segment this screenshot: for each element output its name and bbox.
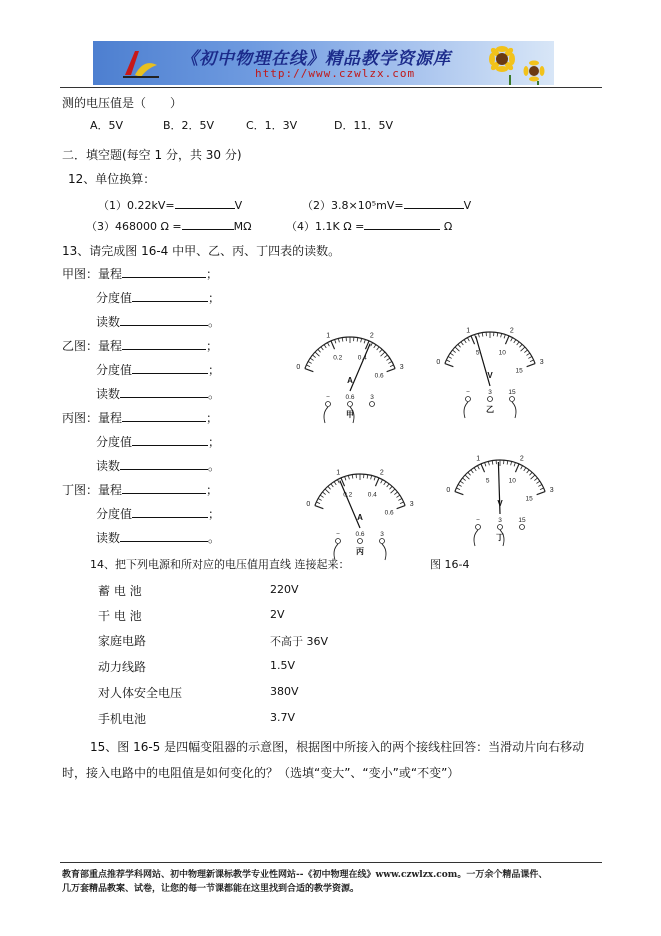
q12-item-1: [98, 197, 242, 213]
dial-minor-label: 15: [525, 495, 533, 503]
dial-name-label: 乙: [486, 405, 494, 414]
dial-tick: [386, 358, 389, 360]
dial-tick: [467, 338, 469, 342]
answer-blank: [120, 314, 208, 326]
dial-tick: [465, 475, 469, 479]
dial-tick: [323, 492, 326, 494]
dial-tick: [375, 478, 379, 486]
answer-blank: [404, 197, 464, 209]
q12-item-3: [86, 218, 252, 234]
punct: 。: [208, 459, 221, 473]
dial-tick: [398, 498, 401, 500]
dial-tick: [315, 352, 319, 356]
answer-blank: [132, 290, 208, 302]
terminal-post: [336, 539, 341, 544]
terminal-label: 15: [518, 517, 526, 524]
dial-major-label: 0: [296, 364, 301, 372]
dial-minor-label: 0.6: [384, 509, 394, 517]
terminal-label: 0.6: [355, 531, 365, 538]
dial-tick: [357, 338, 358, 342]
dial-tick: [374, 345, 376, 348]
voltage-value-item: 不高于 36V: [270, 635, 329, 648]
q12-item-4: [286, 218, 452, 234]
dial-tick: [485, 463, 486, 467]
q12-item-4-unit: Ω: [443, 220, 453, 233]
dial-name-label: 丁: [496, 533, 504, 542]
dial-major-label: 1: [326, 332, 331, 340]
footer-rule: [60, 862, 602, 863]
dial-tick: [364, 340, 365, 344]
section-heading: 二．填空题(每空 1 分，共 30 分): [62, 148, 242, 162]
meter-row-yi-2: [96, 361, 220, 378]
dial-tick: [320, 495, 323, 497]
dial-tick: [342, 338, 343, 342]
power-source-item: 手机电池: [98, 712, 147, 726]
reading-label: 读数: [96, 387, 121, 401]
dial-tick: [337, 480, 339, 484]
dial-tick: [313, 355, 316, 357]
lead-wire: [474, 530, 478, 546]
terminal-post: [348, 402, 353, 407]
terminal-post: [358, 539, 363, 544]
q12-item-1-unit: V: [234, 199, 243, 212]
dial-tick: [374, 477, 375, 481]
dial-tick: [514, 340, 516, 343]
dial-tick: [524, 350, 527, 352]
dial-tick: [387, 369, 395, 372]
dial-tick: [331, 341, 335, 349]
q12-item-2: [302, 197, 471, 213]
dial-major-label: 2: [509, 327, 514, 335]
division-label: 分度值: [96, 291, 133, 305]
answer-blank: [122, 482, 206, 494]
dial-tick: [528, 356, 531, 358]
dial-tick: [450, 353, 453, 355]
dial-tick: [501, 333, 502, 337]
meter-row-ding-3: [96, 529, 220, 546]
dial-tick: [327, 343, 329, 347]
question-stem: 测的电压值是（ ）: [62, 96, 183, 110]
terminal-post: [476, 525, 481, 530]
figure-caption: 图 16-4: [430, 558, 470, 571]
dial-tick: [308, 361, 311, 363]
dial-tick: [389, 486, 392, 489]
dial-tick: [325, 489, 329, 493]
dial-tick: [361, 338, 362, 342]
dial-tick: [446, 360, 450, 362]
dial-minor-label: 0.6: [374, 372, 384, 380]
terminal-post: [510, 397, 515, 402]
meter-row-bing-3: [96, 457, 220, 474]
terminal-label: −: [336, 531, 340, 538]
dial-tick: [379, 349, 382, 352]
dial-tick: [315, 506, 323, 509]
dial-tick: [511, 461, 512, 465]
dial-tick: [348, 475, 349, 479]
meter-row-jia: [62, 265, 218, 282]
reading-label: 读数: [96, 315, 121, 329]
division-label: 分度值: [96, 507, 133, 521]
terminal-label: 3: [488, 389, 492, 396]
dial-tick: [334, 482, 336, 485]
dial-tick: [519, 344, 522, 347]
q15-line-1: 15、图 16-5 是四幅变阻器的示意图，根据图中所接入的两个接线柱回答：当滑动片向右移动: [90, 740, 585, 754]
lead-wire: [324, 407, 328, 423]
reading-label: 读数: [96, 459, 121, 473]
dial-tick: [511, 338, 513, 342]
dial-tick: [345, 477, 346, 481]
header-banner: [93, 41, 554, 85]
dial-tick: [384, 355, 387, 357]
dial-tick: [390, 365, 394, 367]
punct: ；: [206, 339, 219, 353]
terminal-post: [370, 402, 375, 407]
dial-minor-label: 0.2: [333, 354, 343, 362]
answer-blank: [132, 434, 208, 446]
dial-tick: [445, 364, 453, 367]
punct: 。: [208, 315, 221, 329]
meter-row-ding-2: [96, 505, 220, 522]
dial-unit-label: V: [487, 371, 493, 380]
terminal-post: [326, 402, 331, 407]
terminal-label: 3: [370, 394, 374, 401]
dial-tick: [371, 343, 373, 347]
banner-url: http://www.czwlzx.com: [255, 67, 416, 80]
dial-tick: [474, 468, 476, 471]
q14-label: 14、把下列电源和所对应的电压值用直线 连接起来：: [90, 558, 350, 571]
voltage-value-item: 3.7V: [270, 711, 296, 724]
meter-name: 丙图：: [62, 411, 99, 425]
dial-tick: [321, 347, 323, 350]
dial-tick: [371, 475, 372, 479]
dial-tick: [505, 336, 509, 344]
dial-tick: [524, 468, 526, 471]
dial-tick: [458, 484, 461, 486]
dial-tick: [521, 466, 523, 470]
meter-row-jia-3: [96, 313, 220, 330]
punct: ；: [206, 267, 219, 281]
q12-item-2-prefix: （2）3.8×10⁵mV=: [302, 199, 404, 212]
dial-tick: [400, 502, 404, 504]
footer-line-1: 教育部重点推荐学科网站、初中物理新课标教学专业性网站--《初中物理在线》www.czwlzx.com。一万余个精品课件、: [62, 870, 548, 880]
lead-wire: [512, 402, 516, 418]
option-c: C．1．3V: [246, 119, 298, 132]
dial-tick: [331, 484, 333, 487]
option-a: A．5V: [90, 119, 124, 132]
dial-tick: [324, 345, 326, 348]
answer-blank: [122, 338, 206, 350]
q12-item-3-prefix: （3）468000 Ω =: [86, 220, 182, 233]
dial-tick: [468, 472, 471, 475]
dial-tick: [507, 461, 508, 465]
dial-tick: [534, 478, 537, 480]
dial-tick: [316, 502, 320, 504]
dial-tick: [521, 347, 525, 351]
dial-name-label: 丙: [356, 547, 364, 556]
answer-blank: [122, 410, 206, 422]
terminal-post: [520, 525, 525, 530]
dial-needle: [350, 344, 370, 391]
answer-blank: [120, 458, 208, 470]
range-label: 量程: [98, 411, 123, 425]
dial-major-label: 0: [436, 359, 441, 367]
dial-major-label: 2: [519, 455, 524, 463]
terminal-post: [488, 397, 493, 402]
dial-tick: [394, 492, 397, 494]
q12-item-4-prefix: （4）1.1K Ω =: [286, 220, 365, 233]
meter-row-yi: [62, 337, 218, 354]
dial-tick: [471, 470, 473, 473]
dial-tick: [464, 340, 466, 343]
terminal-label: 3: [380, 531, 384, 538]
lead-wire: [464, 402, 468, 418]
dial-minor-label: 0.2: [343, 491, 353, 499]
dial-tick: [305, 369, 313, 372]
dial-tick: [471, 336, 475, 344]
q12-item-2-unit: V: [463, 199, 472, 212]
terminal-post: [466, 397, 471, 402]
dial-tick: [461, 342, 463, 345]
range-label: 量程: [98, 339, 123, 353]
dial-tick: [488, 461, 489, 465]
dial-tick: [527, 364, 535, 367]
terminal-label: 3: [498, 517, 502, 524]
dial-minor-label: 0.4: [357, 354, 367, 362]
meter-row-bing-2: [96, 433, 220, 450]
dial-unit-label: V: [497, 499, 503, 508]
dial-tick: [310, 358, 313, 360]
meter-name: 乙图：: [62, 339, 99, 353]
meter-name: 丁图：: [62, 483, 99, 497]
voltage-value-item: 2V: [270, 608, 285, 621]
meter-row-jia-2: [96, 289, 220, 306]
terminal-post: [380, 539, 385, 544]
dial-major-label: 3: [399, 364, 404, 372]
terminal-label: 0.6: [345, 394, 355, 401]
lead-wire: [382, 544, 386, 560]
dial-tick: [514, 463, 515, 467]
answer-blank: [132, 506, 208, 518]
dial-tick: [531, 475, 535, 479]
dial-major-label: 0: [446, 487, 451, 495]
dial-tick: [478, 333, 479, 337]
dial-tick: [458, 344, 461, 347]
dial-tick: [397, 506, 405, 509]
dial-tick: [377, 347, 379, 350]
banner-title: 《初中物理在线》精品教学资源库: [181, 49, 451, 69]
power-source-item: 动力线路: [98, 660, 147, 674]
dial-tick: [536, 481, 539, 483]
dial-name-label: 甲: [346, 410, 354, 419]
dial-tick: [497, 333, 498, 337]
sunflower-image: [480, 41, 550, 85]
division-label: 分度值: [96, 435, 133, 449]
dial-tick: [448, 356, 451, 358]
dial-minor-label: 15: [515, 367, 523, 375]
dial-minor-label: 5: [485, 477, 490, 485]
voltage-value-item: 220V: [270, 583, 299, 596]
dial-tick: [540, 488, 544, 490]
answer-blank: [182, 218, 234, 230]
punct: ；: [208, 291, 221, 305]
answer-blank: [122, 266, 206, 278]
power-source-item: 家庭电路: [98, 634, 147, 648]
power-source-item: 干 电 池: [98, 609, 142, 623]
dial-tick: [455, 492, 463, 495]
dial-tick: [527, 470, 529, 473]
punct: ；: [208, 435, 221, 449]
punct: ；: [206, 411, 219, 425]
punct: ；: [208, 363, 221, 377]
dial-tick: [515, 464, 519, 472]
dial-tick: [453, 350, 456, 352]
dial-major-label: 3: [549, 487, 554, 495]
dial-major-label: 0: [306, 501, 311, 509]
range-label: 量程: [98, 483, 123, 497]
answer-blank: [132, 362, 208, 374]
answer-blank: [120, 530, 208, 542]
meter-name: 甲图：: [62, 267, 99, 281]
dial-tick: [482, 333, 483, 337]
dial-tick: [328, 486, 331, 489]
range-label: 量程: [98, 267, 123, 281]
dial-major-label: 2: [379, 469, 384, 477]
voltage-value-item: 1.5V: [270, 659, 296, 672]
punct: 。: [208, 387, 221, 401]
dial-major-label: 3: [539, 359, 544, 367]
logo-icon: [121, 47, 161, 81]
dial-tick: [526, 353, 529, 355]
dial-major-label: 2: [369, 332, 374, 340]
dial-major-label: 1: [336, 469, 341, 477]
answer-blank: [364, 218, 440, 230]
dial-tick: [367, 475, 368, 479]
q12-label: 12、单位换算：: [68, 172, 156, 186]
dial-tick: [504, 335, 505, 339]
dial-tick: [463, 478, 466, 480]
meter-figure: [290, 290, 580, 556]
dial-tick: [352, 475, 353, 479]
answer-blank: [175, 197, 235, 209]
dial-tick: [381, 480, 383, 484]
dial-tick: [318, 498, 321, 500]
voltage-value-item: 380V: [270, 685, 299, 698]
dial-major-label: 1: [476, 455, 481, 463]
option-b: B．2．5V: [163, 119, 215, 132]
dial-tick: [537, 492, 545, 495]
dial-minor-label: 10: [498, 349, 506, 357]
punct: ；: [206, 483, 219, 497]
dial-tick: [335, 340, 336, 344]
dial-tick: [381, 352, 385, 356]
terminal-label: 15: [508, 389, 516, 396]
dial-tick: [338, 338, 339, 342]
dial-tick: [538, 484, 541, 486]
terminal-post: [498, 525, 503, 530]
punct: 。: [208, 531, 221, 545]
terminal-label: −: [476, 517, 480, 524]
dial-unit-label: A: [357, 513, 363, 522]
q12-item-3-unit: MΩ: [233, 220, 252, 233]
dial-tick: [387, 484, 389, 487]
dial-tick: [455, 347, 459, 351]
dial-tick: [517, 342, 519, 345]
dial-tick: [384, 482, 386, 485]
dial-tick: [396, 495, 399, 497]
dial-tick: [477, 466, 479, 470]
dial-tick: [481, 464, 485, 472]
division-label: 分度值: [96, 363, 133, 377]
dial-tick: [529, 472, 532, 475]
dial-major-label: 3: [409, 501, 414, 509]
meter-row-yi-3: [96, 385, 220, 402]
dial-tick: [306, 365, 310, 367]
dial-minor-label: 0.4: [367, 491, 377, 499]
dial-minor-label: 10: [508, 477, 516, 485]
dial-tick: [492, 461, 493, 465]
dial-major-label: 1: [466, 327, 471, 335]
power-source-item: 对人体安全电压: [98, 686, 183, 700]
dial-tick: [388, 361, 391, 363]
meter-row-bing: [62, 409, 218, 426]
reading-label: 读数: [96, 531, 121, 545]
terminal-label: −: [466, 389, 470, 396]
terminal-label: −: [326, 394, 330, 401]
dial-tick: [460, 481, 463, 483]
q12-item-1-prefix: （1）0.22kV=: [98, 199, 175, 212]
power-source-item: 蓄 电 池: [98, 584, 142, 598]
punct: ；: [208, 507, 221, 521]
dial-tick: [391, 489, 395, 493]
meter-row-ding: [62, 481, 218, 498]
dial-tick: [456, 488, 460, 490]
dial-tick: [318, 349, 321, 352]
answer-blank: [120, 386, 208, 398]
dial-minor-label: 5: [475, 349, 480, 357]
dial-unit-label: A: [347, 376, 353, 385]
dial-tick: [530, 360, 534, 362]
header-rule: [60, 87, 602, 88]
footer-line-2: 几万套精品教案、试卷，让您的每一节课都能在这里找到合适的教学资源。: [62, 884, 360, 894]
q15-line-2: 时，接入电路中的电阻值是如何变化的？（选填“变大”、“变小”或“不变”）: [62, 766, 460, 780]
q13-label: 13、请完成图 16-4 中甲、乙、丙、丁四表的读数。: [62, 244, 341, 258]
option-d: D．11．5V: [334, 119, 393, 132]
